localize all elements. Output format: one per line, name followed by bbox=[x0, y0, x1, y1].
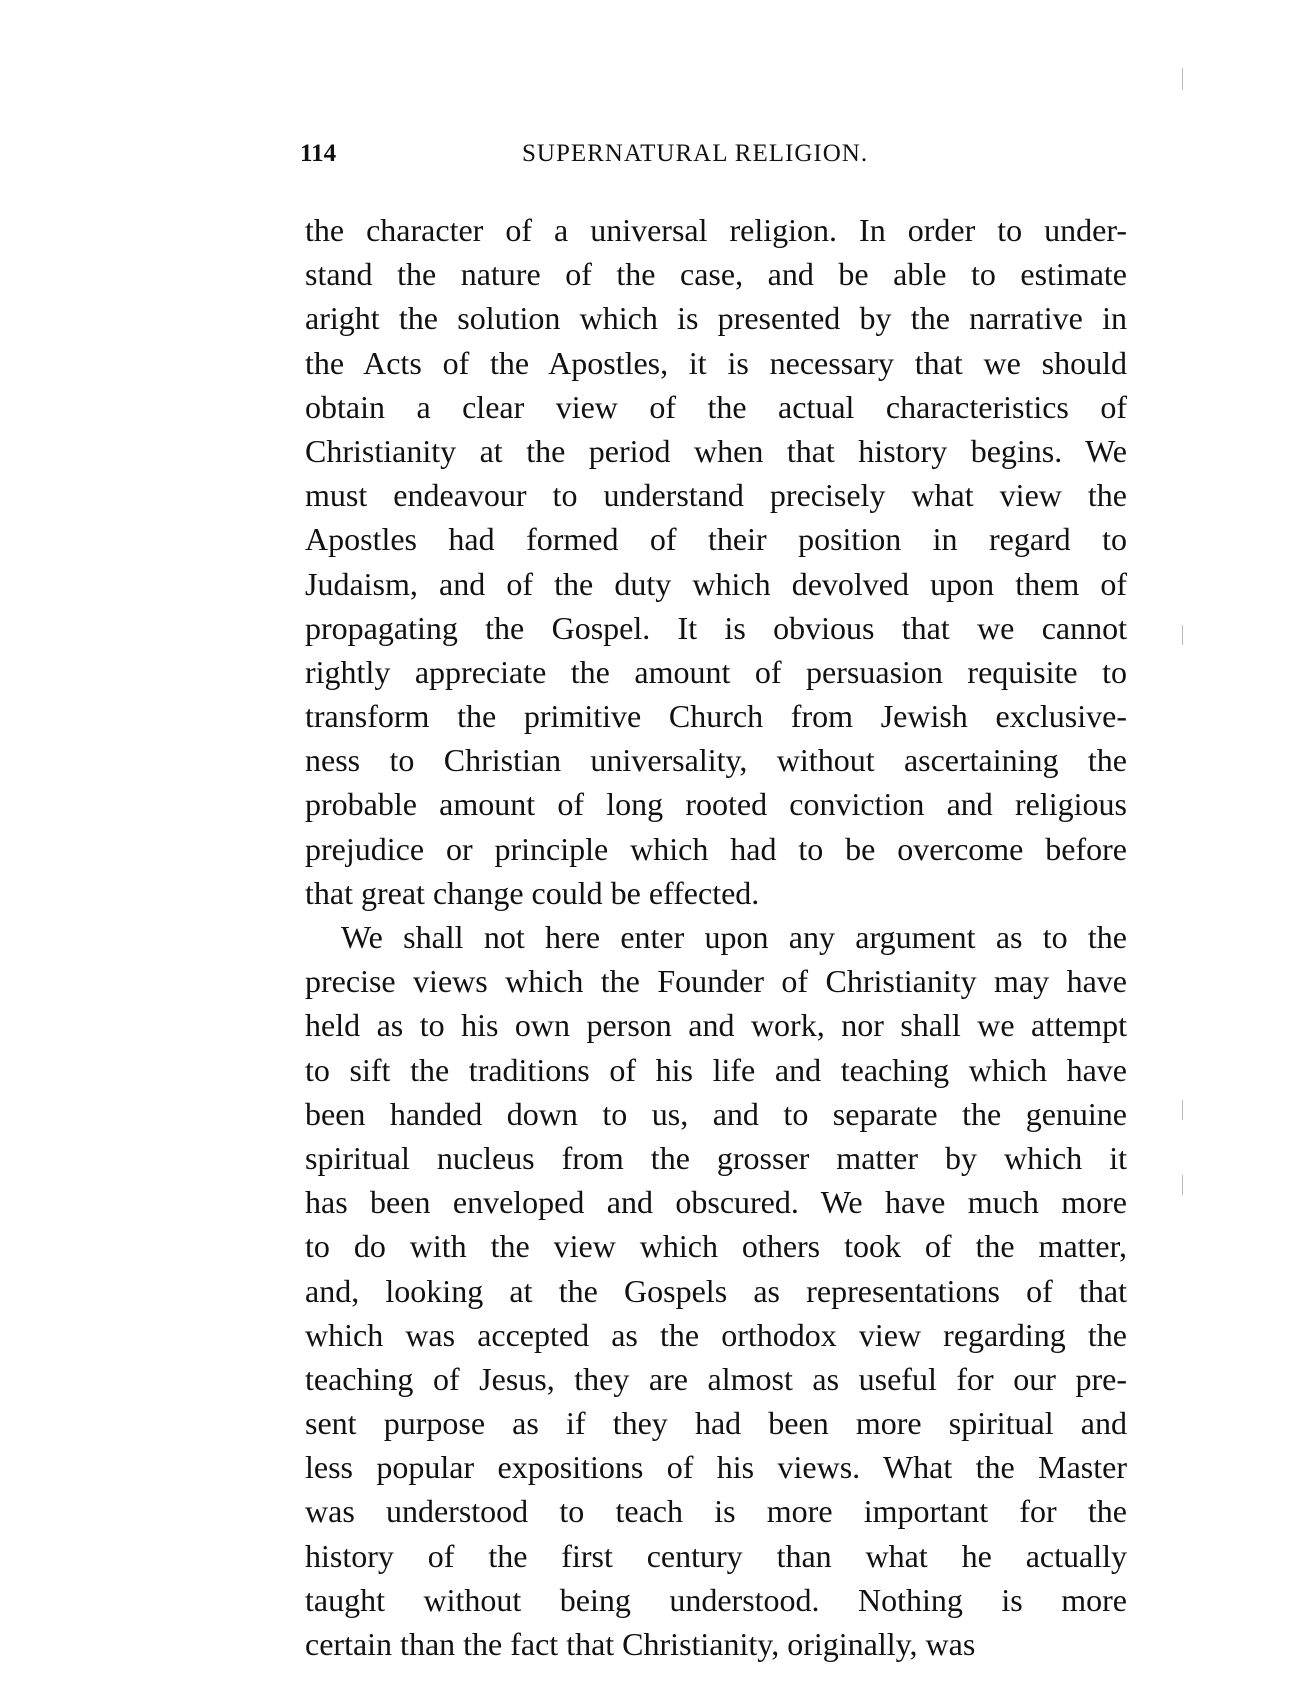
text-line: must endeavour to understand precisely what view the bbox=[305, 477, 1127, 514]
scan-edge-mark bbox=[1182, 1100, 1183, 1120]
text-line: obtain a clear view of the actual characteristics of bbox=[305, 388, 1127, 425]
text-line: spiritual nucleus from the grosser matter by which it bbox=[305, 1139, 1127, 1176]
paragraph-2 bbox=[305, 915, 1127, 1666]
text-line: held as to his own person and work, nor shall we attempt bbox=[305, 1007, 1127, 1044]
text-line: Christianity at the period when that history begins. We bbox=[305, 432, 1127, 469]
text-line: has been enveloped and obscured. We have much more bbox=[305, 1184, 1127, 1221]
text-line: was understood to teach is more important for the bbox=[305, 1493, 1127, 1530]
text-line: probable amount of long rooted conviction and religious bbox=[305, 786, 1127, 823]
scan-edge-mark bbox=[1182, 68, 1183, 90]
text-line: propagating the Gospel. It is obvious that we cannot bbox=[305, 609, 1127, 646]
text-line: Judaism, and of the duty which devolved upon them of bbox=[305, 565, 1127, 602]
text-line: ness to Christian universality, without ascertaining the bbox=[305, 742, 1127, 779]
text-line: less popular expositions of his views. What the Master bbox=[305, 1449, 1127, 1486]
text-line: to do with the view which others took of the matter, bbox=[305, 1228, 1127, 1265]
text-line: to sift the traditions of his life and teaching which have bbox=[305, 1051, 1127, 1088]
text-line: and, looking at the Gospels as representations of that bbox=[305, 1272, 1127, 1309]
text-line: teaching of Jesus, they are almost as useful for our pre- bbox=[305, 1360, 1127, 1397]
text-line: the character of a universal religion. In order to under- bbox=[305, 212, 1127, 248]
text-line: transform the primitive Church from Jewish exclusive- bbox=[305, 698, 1127, 735]
text-line: that great change could be effected. bbox=[305, 874, 760, 911]
text-line: aright the solution which is presented by the narrative in bbox=[305, 300, 1127, 337]
text-line: precise views which the Founder of Christianity may have bbox=[305, 963, 1127, 1000]
text-line: prejudice or principle which had to be overcome before bbox=[305, 830, 1127, 867]
paragraph-1 bbox=[305, 208, 1127, 915]
text-line: been handed down to us, and to separate the genuine bbox=[305, 1095, 1127, 1132]
body-text bbox=[305, 208, 1127, 1666]
scan-edge-mark bbox=[1182, 1175, 1183, 1195]
scan-edge-mark bbox=[1182, 625, 1183, 645]
text-line: We shall not here enter upon any argument as to the bbox=[341, 919, 1127, 955]
text-line: stand the nature of the case, and be able to estimate bbox=[305, 256, 1127, 293]
text-line: Apostles had formed of their position in regard to bbox=[305, 521, 1127, 558]
text-line: history of the first century than what he actually bbox=[305, 1537, 1127, 1574]
text-line: the Acts of the Apostles, it is necessary that we should bbox=[305, 344, 1127, 381]
text-line: certain than the fact that Christianity, originally, was bbox=[305, 1626, 976, 1662]
text-line: which was accepted as the orthodox view regarding the bbox=[305, 1316, 1127, 1353]
text-line: taught without being understood. Nothing is more bbox=[305, 1581, 1127, 1618]
running-title: SUPERNATURAL RELIGION. bbox=[522, 140, 869, 167]
text-line: sent purpose as if they had been more spiritual and bbox=[305, 1405, 1127, 1442]
text-line: rightly appreciate the amount of persuasion requisite to bbox=[305, 653, 1127, 690]
page-number: 114 bbox=[300, 140, 337, 167]
running-header bbox=[300, 140, 930, 180]
